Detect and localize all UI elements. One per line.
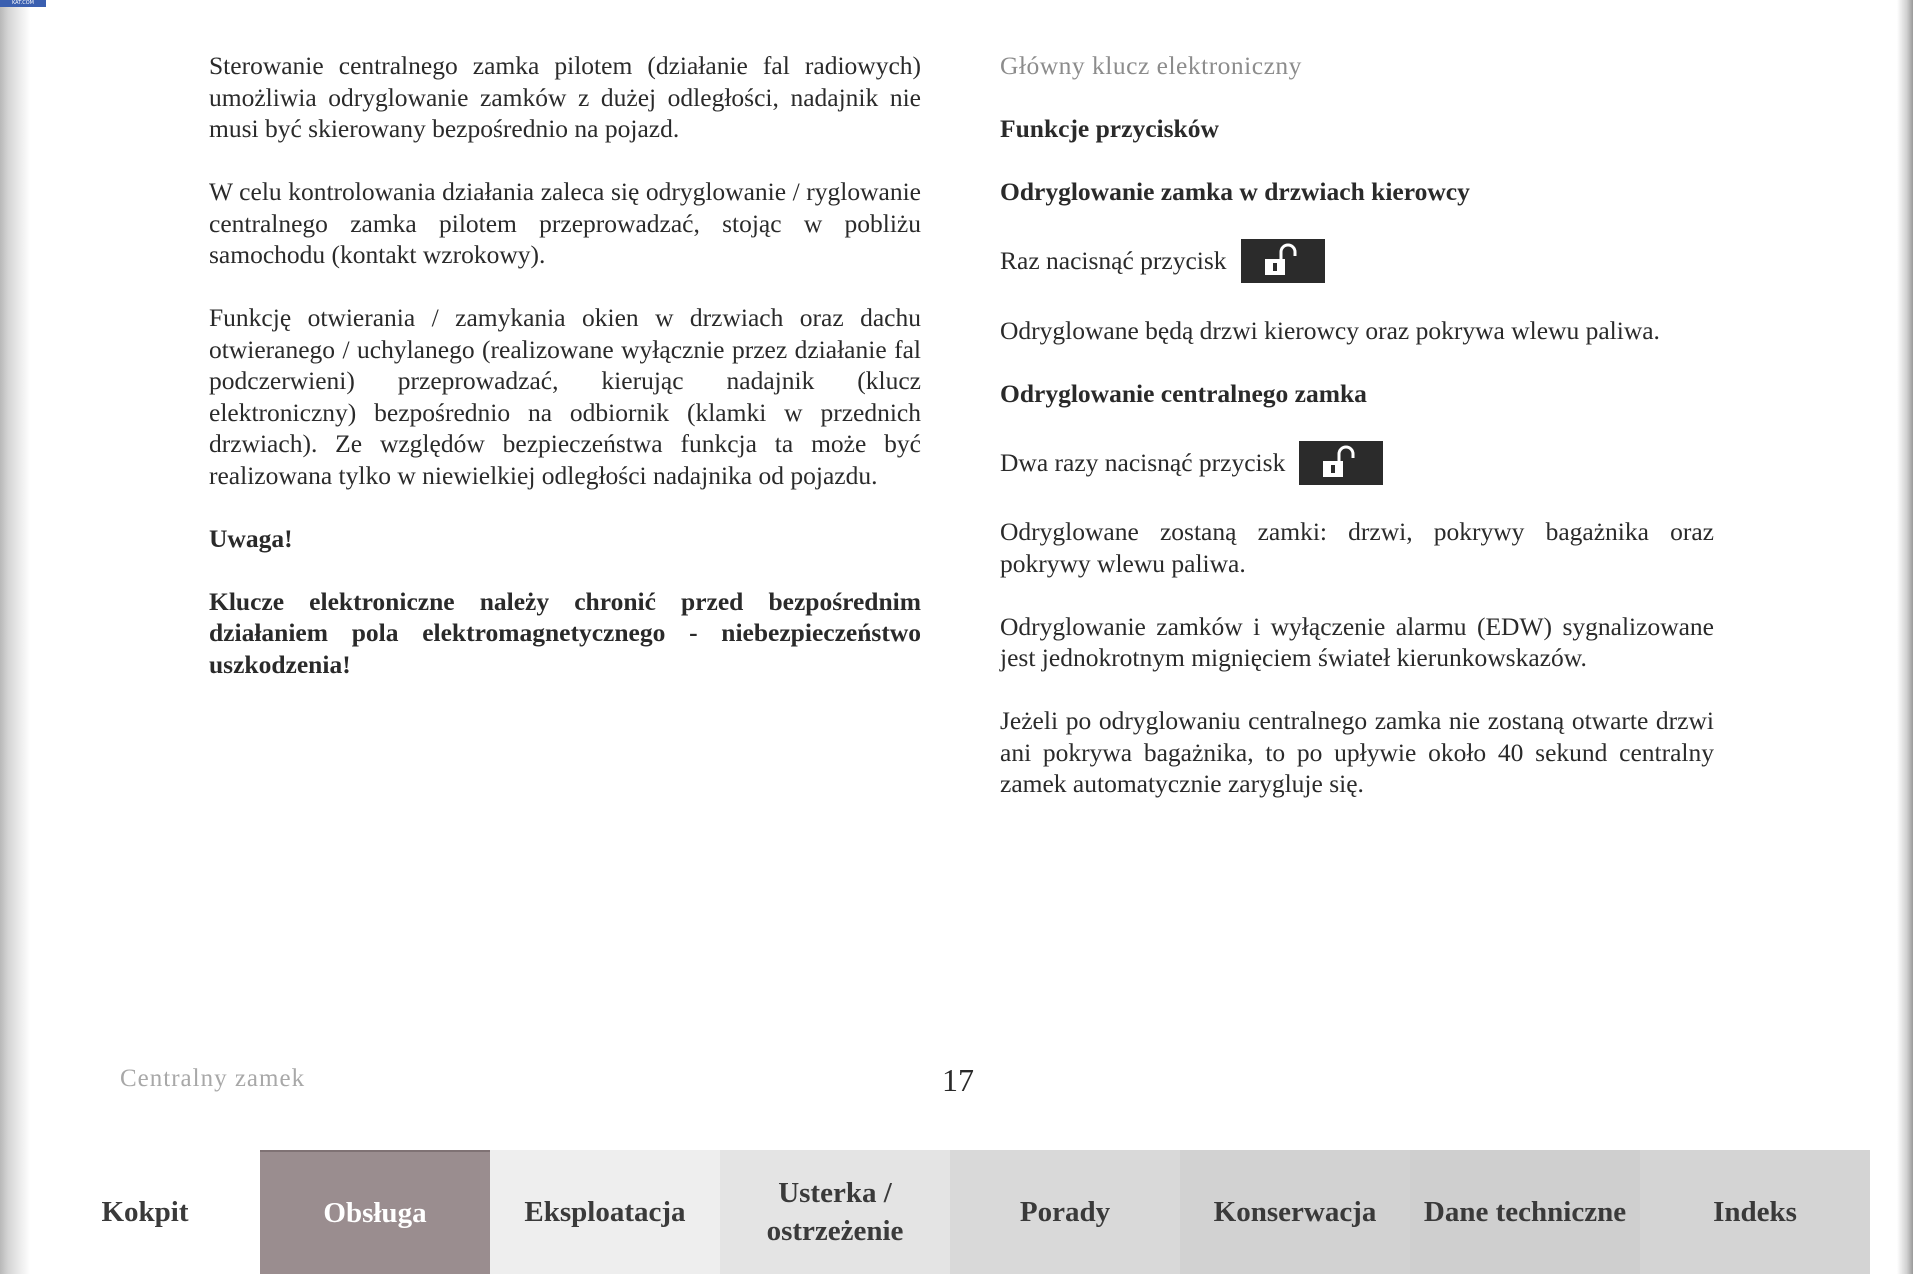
- section-subtitle: Główny klucz elektroniczny: [1000, 51, 1302, 80]
- press-once-text: Raz nacisnąć przycisk: [1000, 246, 1227, 276]
- press-twice-text: Dwa razy nacisnąć przycisk: [1000, 447, 1286, 477]
- tab-obsluga[interactable]: Obsługa: [260, 1150, 490, 1274]
- watermark-label: KAT.COM: [0, 0, 46, 7]
- paragraph-visual-contact: W celu kontrolowania działania zaleca się odryglowanie / ryglowanie centralnego zamka pilotem przeprowadzać, stojąc w pobliżu samochodu (kontakt wzrokowy).: [209, 177, 921, 269]
- right-column: [1000, 50, 1714, 831]
- result-central-unlock: Odryglowane zostaną zamki: drzwi, pokrywy bagażnika oraz pokrywy wlewu paliwa.: [1000, 517, 1714, 578]
- result-driver-door: Odryglowane będą drzwi kierowcy oraz pokrywa wlewu paliwa.: [1000, 315, 1660, 345]
- section-footer-label: Centralny zamek: [120, 1065, 306, 1092]
- heading-driver-door-unlock: Odryglowanie zamka w drzwiach kierowcy: [1000, 177, 1470, 206]
- press-once-row: [1000, 239, 1714, 283]
- page-right-edge: [1897, 0, 1913, 1274]
- heading-button-functions: Funkcje przycisków: [1000, 114, 1219, 143]
- unlock-padlock-icon: [1259, 243, 1307, 279]
- unlock-button-graphic: [1299, 441, 1383, 485]
- page-left-edge: [0, 0, 30, 1274]
- unlock-button-graphic: [1241, 239, 1325, 283]
- unlock-padlock-icon: [1317, 445, 1365, 481]
- left-column: [209, 50, 921, 712]
- paragraph-remote-control: Sterowanie centralnego zamka pilotem (działanie fal radiowych) umożliwia odryglowanie zamków z dużej odległości, nadajnik nie musi być skierowany bezpośrednio na pojazd.: [209, 51, 921, 143]
- paragraph-signal: Odryglowanie zamków i wyłączenie alarmu (EDW) sygnalizowane jest jednokrotnym mignięciem świateł kierunkowskazów.: [1000, 611, 1714, 672]
- tab-indeks[interactable]: Indeks: [1640, 1150, 1870, 1274]
- paragraph-window-function: Funkcję otwierania / zamykania okien w drzwiach oraz dachu otwieranego / uchylanego (realizowane wyłącznie przez działanie fal podczerwieni) przeprowadzać, kierując nadajnik (klucz elektroniczny) bezpośrednio na odbiornik (klamki w przednich drzwiach). Ze względów bezpieczeństwa funkcja ta może być realizowana tylko w niewielkiej odległości nadajnika od pojazdu.: [209, 303, 921, 490]
- tab-kokpit[interactable]: Kokpit: [30, 1150, 260, 1274]
- warning-title: Uwaga!: [209, 523, 293, 553]
- paragraph-auto-lock: Jeżeli po odryglowaniu centralnego zamka nie zostaną otwarte drzwi ani pokrywa bagażnika, to po upływie około 40 sekund centralny zamek automatycznie zarygluje się.: [1000, 706, 1714, 798]
- tab-porady[interactable]: Porady: [950, 1150, 1180, 1274]
- chapter-tab-bar: [30, 1150, 1897, 1274]
- warning-text: Klucze elektroniczne należy chronić przed bezpośrednim działaniem pola elektromagnetycznego - niebezpieczeństwo uszkodzenia!: [209, 586, 921, 679]
- tab-usterka-ostrzezenie[interactable]: Usterka / ostrzeżenie: [720, 1150, 950, 1274]
- heading-central-unlock: Odryglowanie centralnego zamka: [1000, 378, 1367, 408]
- tab-eksploatacja[interactable]: Eksploatacja: [490, 1150, 720, 1274]
- press-twice-row: [1000, 441, 1714, 485]
- tab-konserwacja[interactable]: Konserwacja: [1180, 1150, 1410, 1274]
- tab-dane-techniczne[interactable]: Dane techniczne: [1410, 1150, 1640, 1274]
- page-number: 17: [942, 1062, 974, 1098]
